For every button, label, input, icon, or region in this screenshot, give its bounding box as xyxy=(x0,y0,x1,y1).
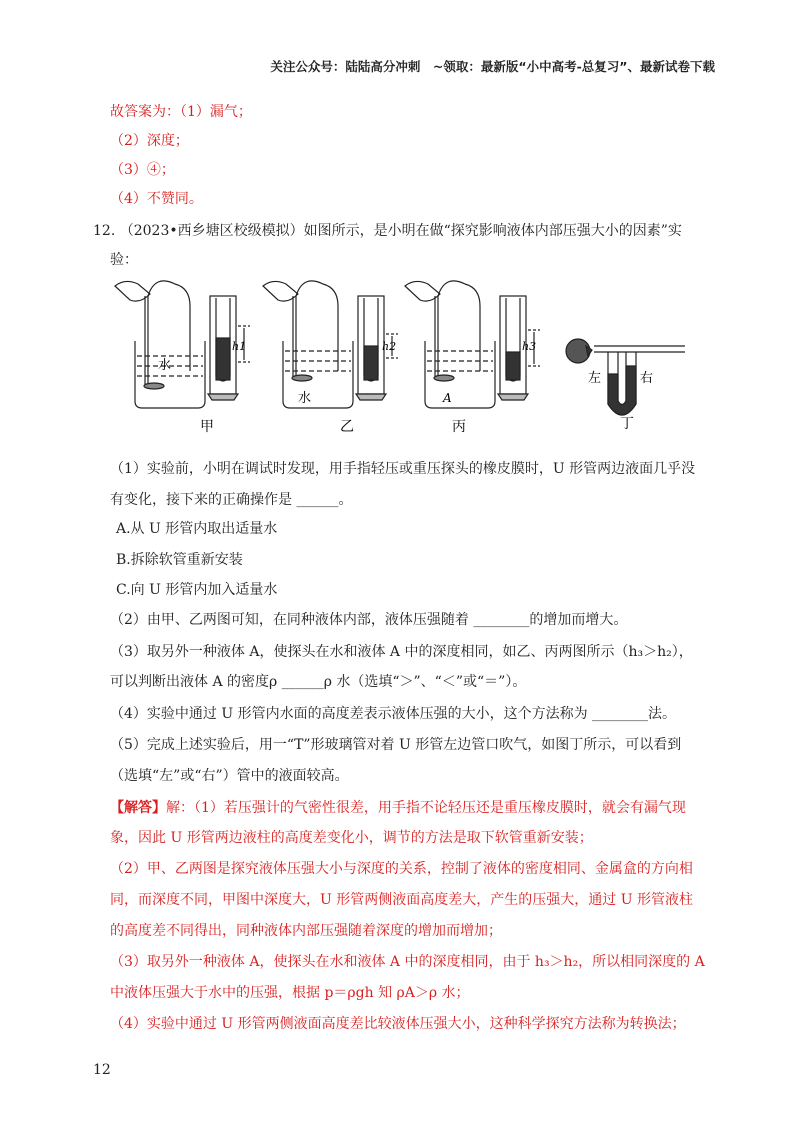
label-water-jia: 水 xyxy=(158,358,172,373)
part-5-line-2: （选填“左”或“右”）管中的液面较高。 xyxy=(110,768,349,784)
label-left: 左 xyxy=(588,371,602,386)
figure-label-bing: 丙 xyxy=(452,419,466,435)
part-3-line-2: 可以判断出液体 A 的密度ρ ______ρ 水（选填“＞”、“＜”或“＝”）。 xyxy=(110,674,527,690)
figure-ding xyxy=(566,339,685,415)
solution-tag: 【解答】 xyxy=(110,800,166,816)
figure-yi xyxy=(263,281,398,408)
question-stem-line2: 验： xyxy=(110,252,138,268)
solution-line-2: 象，因此 U 形管两边液柱的高度差变化小，调节的方法是取下软管重新安装； xyxy=(110,830,593,846)
solution-line-1 xyxy=(110,798,686,818)
prev-answer-4: （4）不赞同。 xyxy=(110,191,203,207)
option-c: C.向 U 形管内加入适量水 xyxy=(116,582,278,598)
label-liquid-a: A xyxy=(443,391,452,405)
option-b: B.拆除软管重新安装 xyxy=(116,552,243,568)
prev-answer-2: （2）深度； xyxy=(110,133,189,149)
label-water-yi: 水 xyxy=(298,391,312,406)
part-1-line-1: （1）实验前，小明在调试时发现，用手指轻压或重压探头的橡皮膜时，U 形管两边液面几乎没 xyxy=(110,461,696,477)
prev-answer-1: 故答案为：（1）漏气； xyxy=(110,104,252,120)
solution-line-6: （3）取另外一种液体 A，使探头在水和液体 A 中的深度相同，由于 h₃＞h₂，所以相同深度的 A xyxy=(110,954,705,970)
solution-line-5: 的高度差不同得出，同种液体内部压强随着深度的增加而增加； xyxy=(110,923,502,939)
page-number: 12 xyxy=(93,1062,111,1078)
part-1-line-2: 有变化，接下来的正确操作是 ______。 xyxy=(110,492,353,508)
question-number: 12. xyxy=(93,223,116,239)
label-h3: h3 xyxy=(522,340,537,353)
figure-label-ding: 丁 xyxy=(620,416,634,432)
experiment-figure xyxy=(110,276,700,436)
prev-answer-3: （3）④； xyxy=(110,162,175,178)
label-h1: h1 xyxy=(232,340,247,353)
question-stem-text: 如图所示，是小明在做“探究影响液体内部压强大小的因素”实 xyxy=(303,223,682,239)
question-stem xyxy=(93,221,682,241)
option-a: A.从 U 形管内取出适量水 xyxy=(116,521,278,537)
question-source: （2023•西乡塘区校级模拟） xyxy=(119,223,304,239)
solution-text-1: 解：（1）若压强计的气密性很差，用手指不论轻压还是重压橡皮膜时，就会有漏气现 xyxy=(166,800,686,816)
figure-bing xyxy=(405,281,540,408)
figure-label-yi: 乙 xyxy=(340,419,354,435)
solution-line-4: 同，而深度不同，甲图中深度大，U 形管两侧液面高度差大，产生的压强大，通过 U 形管液柱 xyxy=(110,892,693,908)
part-3-line-1: （3）取另外一种液体 A，使探头在水和液体 A 中的深度相同，如乙、丙两图所示（h₃＞h₂）， xyxy=(110,644,693,660)
part-4: （4）实验中通过 U 形管内水面的高度差表示液体压强的大小，这个方法称为 ________法。 xyxy=(110,706,677,722)
solution-line-3: （2）甲、乙两图是探究液体压强大小与深度的关系，控制了液体的密度相同、金属盒的方向相 xyxy=(110,861,693,877)
page-header: 关注公众号：陆陆高分冲刺 ~领取：最新版“小中高考-总复习”、最新试卷下载 xyxy=(270,59,715,74)
figure-jia xyxy=(115,281,250,408)
label-h2: h2 xyxy=(382,340,397,353)
part-5-line-1: （5）完成上述实验后，用一“T”形玻璃管对着 U 形管左边管口吹气，如图丁所示，可以看到 xyxy=(110,737,682,753)
part-2: （2）由甲、乙两图可知，在同种液体内部，液体压强随着 ________的增加而增大。 xyxy=(110,612,628,628)
solution-line-8: （4）实验中通过 U 形管两侧液面高度差比较液体压强大小，这种科学探究方法称为转换法； xyxy=(110,1016,686,1032)
figure-label-jia: 甲 xyxy=(200,419,214,435)
solution-line-7: 中液体压强大于水中的压强，根据 p＝ρgh 知 ρA＞ρ 水； xyxy=(110,985,470,1001)
label-right: 右 xyxy=(640,371,654,386)
